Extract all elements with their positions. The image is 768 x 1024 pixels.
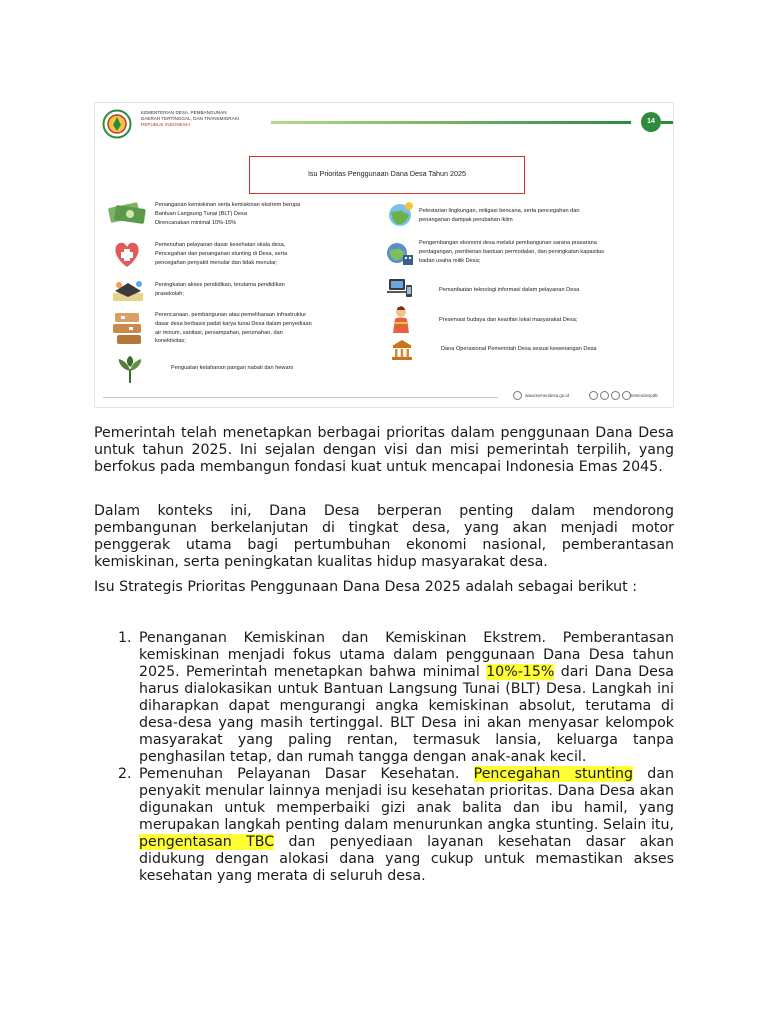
infrastructure-icon bbox=[109, 309, 149, 347]
footer-handle: kemendespdtt bbox=[630, 393, 658, 398]
health-heart-icon bbox=[111, 239, 143, 269]
list-number: 1. bbox=[118, 630, 132, 646]
right-item-3: Pemanfaatan teknologi informasi dalam pelayanan Desa bbox=[439, 287, 580, 293]
header-bar-end bbox=[661, 121, 673, 124]
right-item-1: Pelestarian lingkungan, mitigasi bencana, serta pencegahan dan penanganan dampak perubahan iklim bbox=[419, 208, 580, 223]
highlight: 10%-15% bbox=[486, 664, 555, 680]
paragraph-1: Pemerintah telah menetapkan berbagai prioritas dalam penggunaan Dana Desa untuk tahun 2025. Ini sejalan dengan visi dan misi pemerintah terpilih, yang berfokus pada membangun fondasi kuat untuk mencapai Indonesia Emas 2045. bbox=[94, 425, 674, 475]
government-building-icon bbox=[391, 339, 413, 361]
environment-icon bbox=[385, 201, 415, 229]
money-icon bbox=[107, 199, 147, 225]
facebook-icon bbox=[589, 391, 598, 400]
ministry-name: KEMENTERIAN DESA, PEMBANGUNAN DAERAH TERTINGGAL, DAN TRANSMIGRASI REPUBLIK INDONESIA bbox=[141, 110, 240, 127]
economy-icon bbox=[385, 241, 415, 267]
left-item-2: Pemenuhan pelayanan dasar kesehatan skala desa, Pencegahan dan penanganan stunting di Desa, serta pencegahan penyakit menular dan tidak menular; bbox=[155, 242, 288, 266]
header-bar bbox=[271, 121, 631, 124]
instagram-icon bbox=[600, 391, 609, 400]
twitter-icon bbox=[611, 391, 620, 400]
social-icons bbox=[589, 391, 631, 400]
education-icon bbox=[109, 279, 149, 305]
slide-footer bbox=[95, 387, 673, 407]
plant-icon bbox=[115, 355, 145, 385]
priority-list bbox=[94, 630, 674, 885]
paragraph-2: Dalam konteks ini, Dana Desa berperan penting dalam mendorong pembangunan berkelanjutan di tingkat desa, yang akan menjadi motor penggerak utama bagi pertumbuhan ekonomi nasional, pemberantasan kemiskinan, serta peningkatan kualitas hidup masyarakat desa. bbox=[94, 503, 674, 570]
culture-icon bbox=[389, 306, 413, 334]
highlight: Pencegahan stunting bbox=[473, 766, 634, 782]
footer-url: www.kemendesa.go.id bbox=[525, 393, 569, 398]
left-item-5: Penguatan ketahanan pangan nabati dan hewani bbox=[171, 365, 293, 371]
left-item-4: Perencanaan, pembangunan atau pemeliharaan infrastruktur dasar desa berbasis padat karya tunai Desa dalam penyediaan air minum, sanitasi, persampahan, perumahan, dan konektivitas; bbox=[155, 312, 312, 345]
right-item-2: Pengembangan ekonomi desa melalui pembangunan sarana prasarana perdagangan, pemberian bantuan permodalan, dan peningkatan kapasitas badan usaha milik Desa; bbox=[419, 240, 605, 264]
highlight: pengentasan TBC bbox=[139, 834, 275, 850]
paragraph-3: Isu Strategis Prioritas Penggunaan Dana Desa 2025 adalah sebagai berikut : bbox=[94, 579, 637, 595]
right-item-4: Preservasi budaya dan kearifan lokal masyarakat Desa; bbox=[439, 317, 578, 323]
technology-icon bbox=[387, 277, 413, 299]
globe-icon bbox=[513, 391, 522, 400]
right-item-5: Dana Operasional Pemerintah Desa sesuai kewenangan Desa bbox=[441, 346, 597, 352]
left-item-3: Peningkatan akses pendidikan, terutama pendidikan prasekolah; bbox=[155, 282, 285, 297]
left-item-1: Penanganan kemiskinan serta kemiskinan ekstrem berupa Bantuan Langsung Tunai (BLT) Desa Direncanakan minimal 10%-15% bbox=[155, 202, 301, 226]
slide-image bbox=[94, 102, 674, 408]
slide-title: Isu Prioritas Penggunaan Dana Desa Tahun 2025 bbox=[307, 169, 467, 178]
list-number: 2. bbox=[118, 766, 132, 782]
ministry-logo-icon bbox=[102, 109, 132, 139]
list-item: 1. Penanganan Kemiskinan dan Kemiskinan Ekstrem. Pemberantasan kemiskinan menjadi fokus utama dalam penggunaan Dana Desa tahun 2025. Pemerintah menetapkan bahwa minimal 10%-15% dari Dana Desa harus dialokasikan untuk Bantuan Langsung Tunai (BLT) Desa. Langkah ini diharapkan dapat mengurangi angka kemiskinan absolut, terutama di desa-desa yang masih tertinggal. BLT Desa ini akan menyasar kelompok masyarakat yang paling rentan, termasuk lansia, keluarga tanpa penghasilan tetap, dan rumah tangga dengan anak-anak kecil. bbox=[118, 630, 674, 765]
page-number-badge: 14 bbox=[641, 112, 661, 132]
footer-line bbox=[103, 397, 498, 398]
slide-title-box bbox=[249, 156, 525, 194]
list-item: 2. Pemenuhan Pelayanan Dasar Kesehatan. Pencegahan stunting dan penyakit menular lainnya menjadi isu kesehatan prioritas. Dana Desa akan digunakan untuk memperbaiki gizi anak balita dan ibu hamil, yang merupakan langkah penting dalam menurunkan angka stunting. Selain itu, pengentasan TBC dan penyediaan layanan kesehatan dasar akan didukung dengan alokasi dana yang cukup untuk memastikan akses kesehatan yang merata di seluruh desa. bbox=[118, 766, 675, 884]
